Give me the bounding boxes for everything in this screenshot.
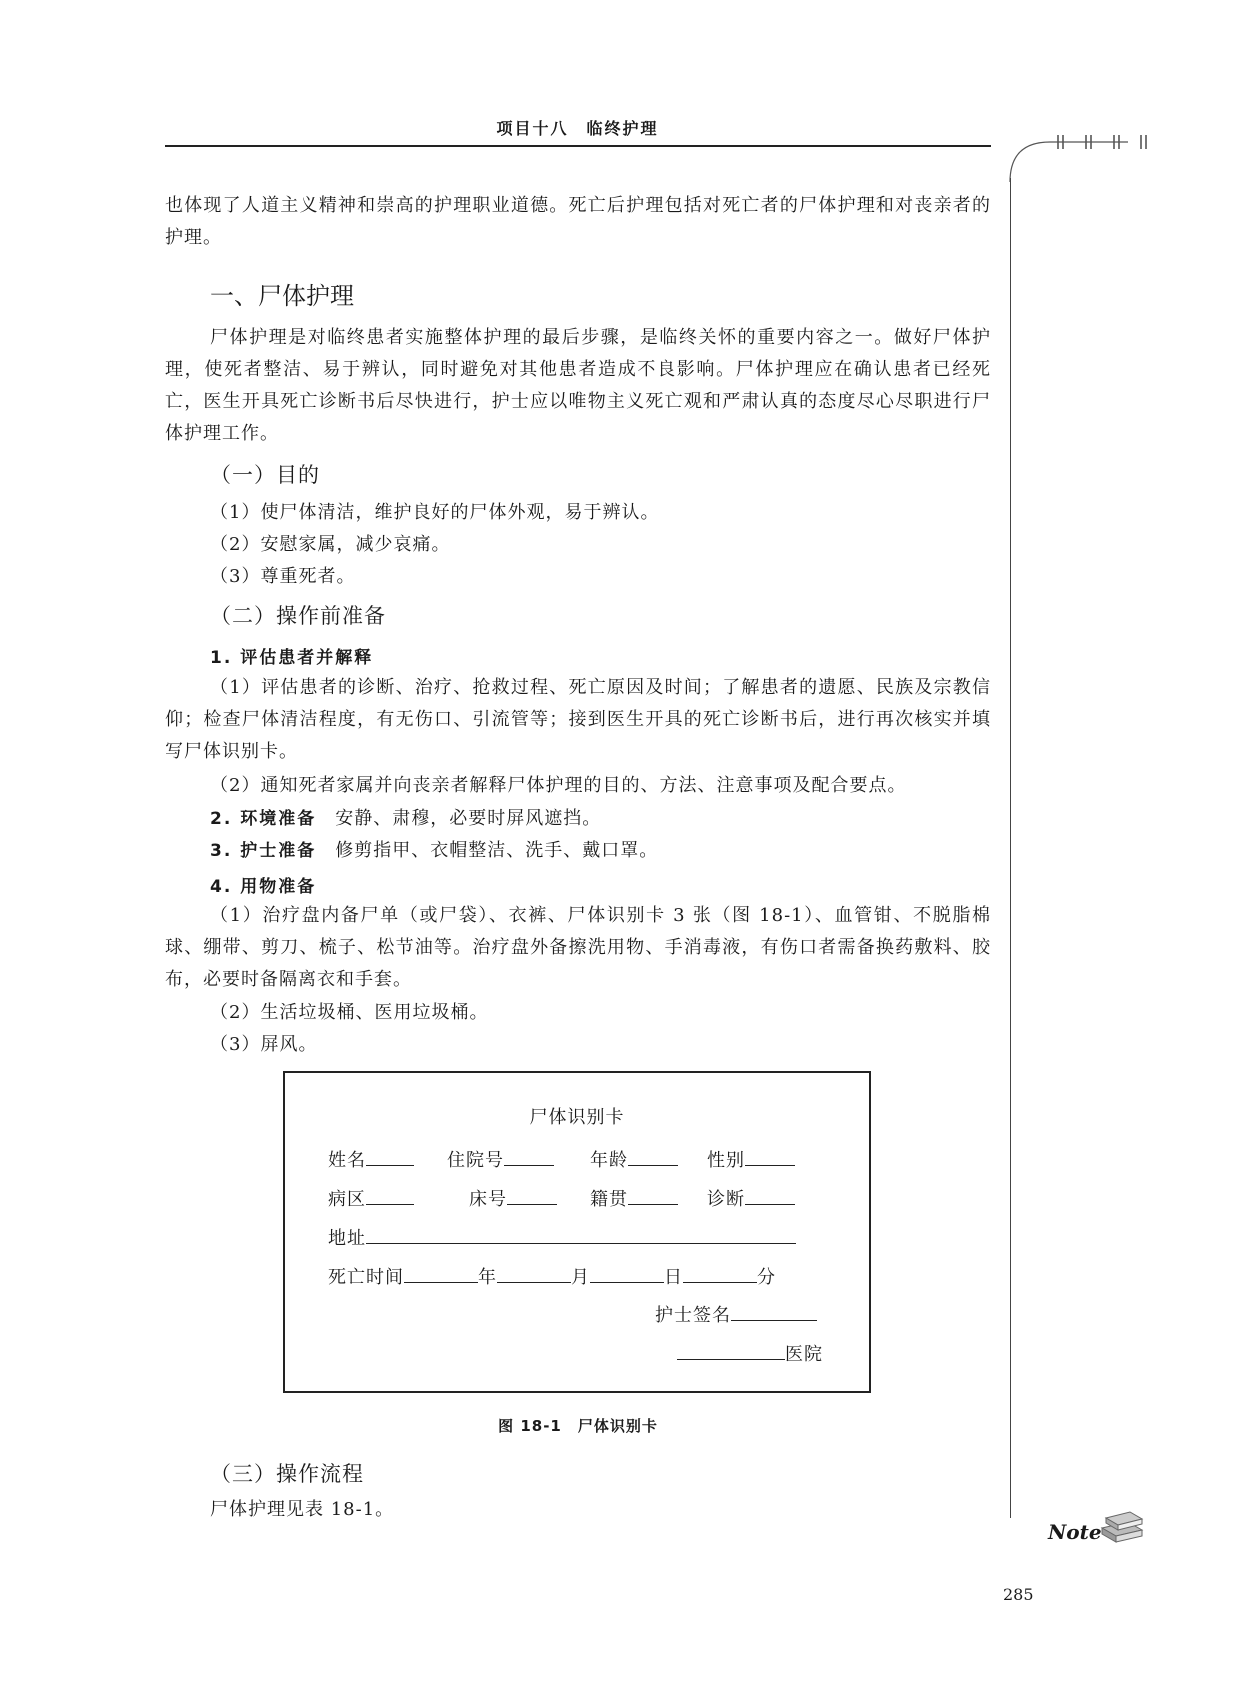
purpose-item: （2）安慰家属，减少哀痛。	[210, 534, 451, 555]
purpose-item: （3）尊重死者。	[210, 566, 356, 587]
environment-label: 2. 环境准备	[210, 809, 317, 829]
environment-prep	[210, 803, 601, 835]
nurse-prep	[210, 835, 658, 867]
nurse-text: 修剪指甲、衣帽整洁、洗手、戴口罩。	[335, 840, 659, 861]
header-rule	[165, 145, 991, 147]
card-field-ward: 病区	[328, 1185, 414, 1211]
identification-card-figure	[283, 1071, 871, 1393]
assess-heading: 1. 评估患者并解释	[210, 648, 374, 668]
card-field-gender: 性别	[707, 1146, 795, 1172]
section-title: 一、尸体护理	[210, 282, 354, 310]
margin-rule	[1010, 178, 1011, 1518]
running-header-title: 项目十八 临终护理	[496, 119, 659, 138]
intro-paragraph: 也体现了人道主义精神和崇高的护理职业道德。死亡后护理包括对死亡者的尸体护理和对丧亲者的护理。	[165, 195, 991, 248]
notify-paragraph: （2）通知死者家属并向丧亲者解释尸体护理的目的、方法、注意事项及配合要点。	[210, 775, 907, 796]
environment-text: 安静、肃穆，必要时屏风遮挡。	[335, 808, 602, 829]
supplies-item: （3）屏风。	[210, 1034, 318, 1055]
supplies-heading: 4. 用物准备	[210, 877, 317, 897]
card-field-name: 姓名	[328, 1146, 414, 1172]
page-number: 285	[1003, 1585, 1034, 1604]
book-stack-icon	[1098, 1506, 1148, 1546]
prep-heading: （二）操作前准备	[210, 604, 386, 628]
supplies-item: （2）生活垃圾桶、医用垃圾桶。	[210, 1002, 489, 1023]
procedure-heading: （三）操作流程	[210, 1462, 364, 1486]
card-field-admission: 住院号	[447, 1146, 554, 1172]
section-paragraph: 尸体护理是对临终患者实施整体护理的最后步骤，是临终关怀的重要内容之一。做好尸体护理，使死者整洁、易于辨认，同时避免对其他患者造成不良影响。尸体护理应在确认患者已经死亡，医生开具死亡诊断书后尽快进行，护士应以唯物主义死亡观和严肃认真的态度尽心尽职进行尸体护理工作。	[165, 327, 991, 444]
nurse-label: 3. 护士准备	[210, 841, 317, 861]
card-field-age: 年龄	[590, 1146, 678, 1172]
card-field-nurse-signature: 护士签名	[655, 1301, 817, 1327]
card-title: 尸体识别卡	[529, 1107, 625, 1128]
supplies-paragraph: （1）治疗盘内备尸单（或尸袋）、衣裤、尸体识别卡 3 张（图 18-1）、血管钳、不脱脂棉球、绷带、剪刀、梳子、松节油等。治疗盘外备擦洗用物、手消毒液，有伤口者需备换药敷料、胶布，必要时备隔离衣和手套。	[165, 905, 991, 990]
procedure-text: 尸体护理见表 18-1。	[210, 1499, 395, 1520]
note-label: Note	[1048, 1520, 1102, 1544]
purpose-item: （1）使尸体清洁，维护良好的尸体外观，易于辨认。	[210, 502, 660, 523]
margin-decoration	[1008, 134, 1168, 184]
card-field-diagnosis: 诊断	[707, 1185, 795, 1211]
card-field-death-time: 死亡时间 年 月 日 分	[328, 1263, 776, 1289]
card-field-hospital: 医院	[677, 1340, 823, 1366]
assess-paragraph: （1）评估患者的诊断、治疗、抢救过程、死亡原因及时间；了解患者的遗愿、民族及宗教信仰；检查尸体清洁程度，有无伤口、引流管等；接到医生开具的死亡诊断书后，进行再次核实并填写尸体识别卡。	[165, 677, 991, 762]
card-field-bed: 床号	[469, 1185, 557, 1211]
card-field-address: 地址	[328, 1224, 796, 1250]
purpose-heading: （一）目的	[210, 463, 320, 487]
figure-caption: 图 18-1 尸体识别卡	[498, 1417, 658, 1435]
card-field-origin: 籍贯	[590, 1185, 678, 1211]
